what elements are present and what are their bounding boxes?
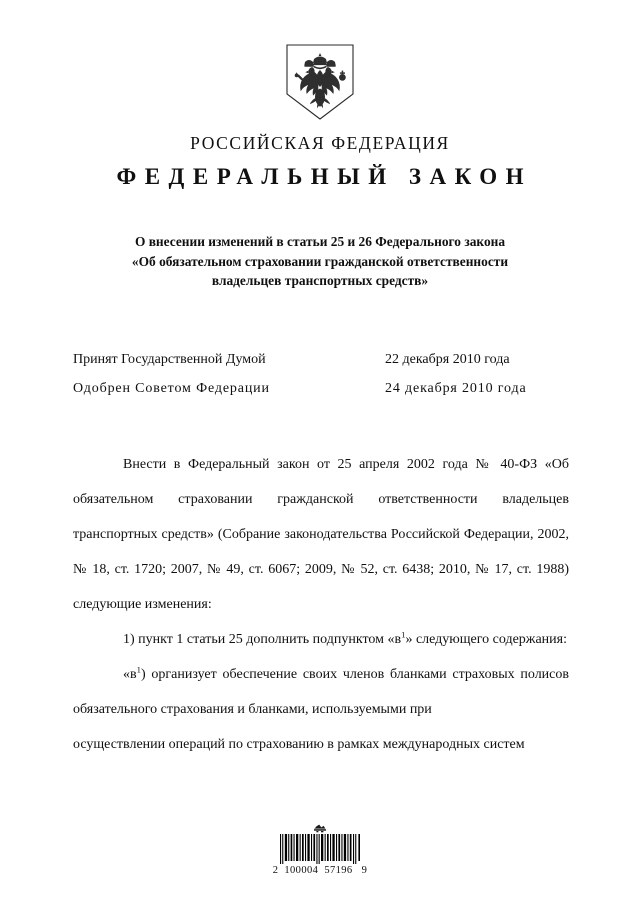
duma-date: 22 декабря 2010 года xyxy=(385,352,510,367)
subtitle-line-1: О внесении изменений в статьи 25 и 26 Федерального закона xyxy=(134,234,506,249)
paragraph-2-prefix: 1) пункт 1 статьи 25 дополнить подпунктом «в xyxy=(123,632,402,647)
duma-label: Принят Государственной Думой xyxy=(73,352,266,367)
paragraph-3-suffix: ) организует обеспечение своих членов бланками страховых полисов обязательного страхования и бланками, используемыми при xyxy=(73,667,569,717)
paragraph-2-superscript: 1 xyxy=(401,629,406,640)
emblem-container xyxy=(0,44,640,120)
barcode-block xyxy=(0,824,640,876)
law-heading: ФЕДЕРАЛЬНЫЙ ЗАКОН xyxy=(116,164,533,189)
paragraph-3-prefix: «в xyxy=(123,667,137,682)
council-label: Одобрен Советом Федерации xyxy=(73,381,270,396)
law-body xyxy=(73,447,569,762)
russian-coat-of-arms-icon xyxy=(284,44,356,120)
body-paragraph-3 xyxy=(73,657,569,727)
body-paragraph-2 xyxy=(73,622,569,657)
country-heading: РОССИЙСКАЯ ФЕДЕРАЦИЯ xyxy=(190,133,450,153)
barcode-digits: 2 100004 57196 9 xyxy=(272,865,368,876)
subtitle-line-2: «Об обязательном страховании гражданской ответственности xyxy=(131,253,509,269)
adoption-row-duma xyxy=(73,352,570,381)
subtitle-line-3: владельцев транспортных средств» xyxy=(211,273,429,288)
adoption-block xyxy=(73,352,570,410)
adoption-row-council xyxy=(73,381,570,410)
barcode-bars xyxy=(279,834,361,864)
body-paragraph-1: Внести в Федеральный закон от 25 апреля 2002 года № 40-ФЗ «Об обязательном страховании гражданской ответственности владельцев транспортных средств» (Собрание законодательства Российской Федерации, 2002, № 18, ст. 1720; 2007, № 49, ст. 6067; 2009, № 52, ст. 6438; 2010, № 17, ст. 1988) следующие изменения: xyxy=(73,457,569,612)
council-date: 24 декабря 2010 года xyxy=(385,381,527,396)
barcode-top-mark-icon xyxy=(312,824,328,833)
paragraph-2-suffix: » следующего содержания: xyxy=(405,632,567,647)
law-subtitle xyxy=(50,232,590,291)
paragraph-3-superscript: 1 xyxy=(136,664,141,675)
body-paragraph-3-lastline: осуществлении операций по страхованию в рамках международных систем xyxy=(73,737,525,752)
